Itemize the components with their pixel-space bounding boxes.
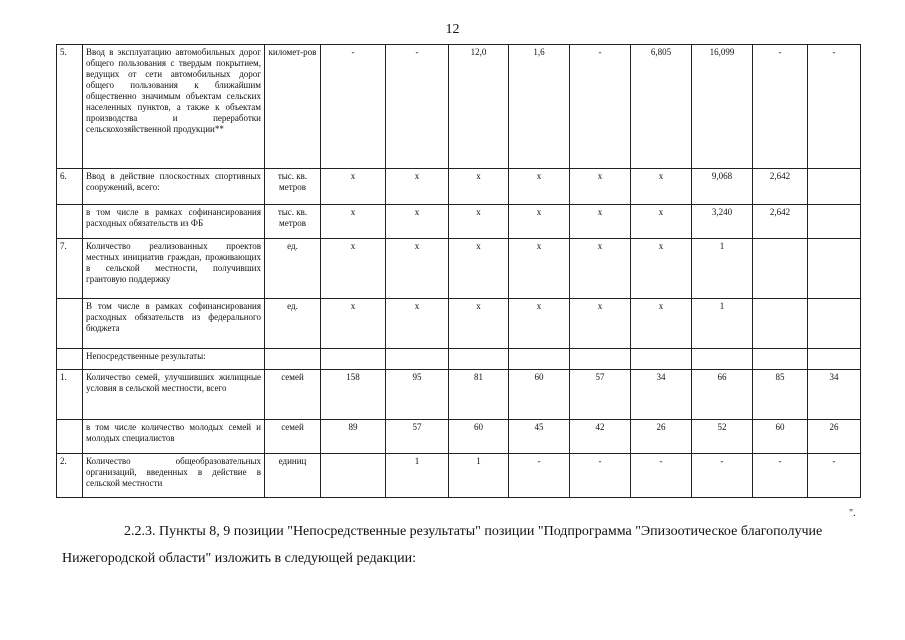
row-value: -	[386, 45, 449, 169]
row-value: 81	[449, 370, 509, 420]
row-value: x	[631, 239, 692, 299]
row-value: x	[321, 169, 386, 205]
row-value: 85	[753, 370, 808, 420]
row-unit: ед.	[265, 239, 321, 299]
row-value: -	[808, 454, 861, 498]
row-value: 2,642	[753, 205, 808, 239]
row-value: 158	[321, 370, 386, 420]
row-value: 60	[753, 420, 808, 454]
row-value: x	[570, 239, 631, 299]
row-value: x	[631, 299, 692, 349]
row-value: 57	[386, 420, 449, 454]
row-value: x	[509, 239, 570, 299]
row-value	[570, 349, 631, 370]
row-value: 1,6	[509, 45, 570, 169]
row-value	[321, 454, 386, 498]
row-value: x	[386, 169, 449, 205]
row-value: x	[509, 299, 570, 349]
row-value: x	[386, 299, 449, 349]
row-number	[57, 420, 83, 454]
table-row	[57, 169, 861, 205]
row-value: -	[509, 454, 570, 498]
amendment-paragraph	[62, 518, 862, 572]
row-value: x	[570, 299, 631, 349]
row-value: 1	[692, 299, 753, 349]
row-value: 3,240	[692, 205, 753, 239]
row-description: В том числе в рамках софинансирования расходных обязательств из федерального бюджета	[83, 299, 265, 349]
row-value: x	[449, 169, 509, 205]
row-value: 52	[692, 420, 753, 454]
table-row	[57, 299, 861, 349]
row-value: -	[753, 45, 808, 169]
row-description: в том числе количество молодых семей и молодых специалистов	[83, 420, 265, 454]
row-value: 60	[509, 370, 570, 420]
row-unit: ед.	[265, 299, 321, 349]
row-value: x	[386, 239, 449, 299]
row-unit: тыс. кв. метров	[265, 205, 321, 239]
row-value	[753, 239, 808, 299]
row-value: x	[570, 205, 631, 239]
row-number: 6.	[57, 169, 83, 205]
row-value	[321, 349, 386, 370]
row-value: 26	[808, 420, 861, 454]
table-row	[57, 205, 861, 239]
row-value	[808, 239, 861, 299]
row-number	[57, 205, 83, 239]
table-row	[57, 349, 861, 370]
row-value: -	[692, 454, 753, 498]
row-number	[57, 349, 83, 370]
row-value: 1	[692, 239, 753, 299]
row-unit: семей	[265, 420, 321, 454]
row-value: 1	[449, 454, 509, 498]
row-value: x	[631, 205, 692, 239]
row-value	[449, 349, 509, 370]
row-value: x	[321, 205, 386, 239]
row-number: 1.	[57, 370, 83, 420]
row-value: 6,805	[631, 45, 692, 169]
row-value: x	[321, 239, 386, 299]
table-row	[57, 239, 861, 299]
row-number: 2.	[57, 454, 83, 498]
row-value: 9,068	[692, 169, 753, 205]
row-value	[808, 299, 861, 349]
table-row	[57, 420, 861, 454]
closing-quote: ".	[849, 508, 856, 519]
row-value	[808, 349, 861, 370]
row-value: x	[321, 299, 386, 349]
row-unit: тыс. кв. метров	[265, 169, 321, 205]
row-value: 89	[321, 420, 386, 454]
row-value: 26	[631, 420, 692, 454]
row-value: x	[570, 169, 631, 205]
row-value: x	[631, 169, 692, 205]
table-row	[57, 45, 861, 169]
row-value: 57	[570, 370, 631, 420]
row-unit: километ-ров	[265, 45, 321, 169]
row-value	[509, 349, 570, 370]
row-value	[631, 349, 692, 370]
row-value: 60	[449, 420, 509, 454]
row-number: 7.	[57, 239, 83, 299]
row-unit: семей	[265, 370, 321, 420]
row-unit: единиц	[265, 454, 321, 498]
row-value: 34	[808, 370, 861, 420]
row-value	[753, 349, 808, 370]
row-value	[386, 349, 449, 370]
row-value: 66	[692, 370, 753, 420]
table-row	[57, 370, 861, 420]
row-description: Ввод в действие плоскостных спортивных сооружений, всего:	[83, 169, 265, 205]
row-value: -	[753, 454, 808, 498]
row-value: 1	[386, 454, 449, 498]
row-value: x	[509, 169, 570, 205]
row-value: -	[570, 45, 631, 169]
row-value: 42	[570, 420, 631, 454]
row-number	[57, 299, 83, 349]
row-description: Количество общеобразовательных организаций, введенных в действие в сельской местности	[83, 454, 265, 498]
row-value: -	[321, 45, 386, 169]
row-value	[808, 169, 861, 205]
row-description: Количество реализованных проектов местных инициатив граждан, проживающих в сельской местности, получивших грантовую поддержку	[83, 239, 265, 299]
row-value: 16,099	[692, 45, 753, 169]
amendment-text: 2.2.3. Пункты 8, 9 позиции "Непосредственные результаты" позиции "Подпрограмма "Эпизоотическое благополучие Нижегородской области" изложить в следующей редакции:	[62, 524, 823, 566]
row-value: 12,0	[449, 45, 509, 169]
row-value: x	[386, 205, 449, 239]
row-value: -	[570, 454, 631, 498]
row-description: Ввод в эксплуатацию автомобильных дорог общего пользования с твердым покрытием, ведущих от сети автомобильных дорог общего пользования к ближайшим общественно значимым объектам сельских населенных пунктов, а также к объектам производства и переработки сельскохозяйственной продукции**	[83, 45, 265, 169]
row-value	[753, 299, 808, 349]
row-description: Непосредственные результаты:	[83, 349, 265, 370]
table-row	[57, 454, 861, 498]
row-value: x	[449, 239, 509, 299]
row-value: -	[808, 45, 861, 169]
row-unit	[265, 349, 321, 370]
row-value: 45	[509, 420, 570, 454]
row-value	[808, 205, 861, 239]
row-number: 5.	[57, 45, 83, 169]
row-value	[692, 349, 753, 370]
row-value: 95	[386, 370, 449, 420]
row-value: 2,642	[753, 169, 808, 205]
indicators-table	[56, 44, 861, 498]
row-value: x	[449, 299, 509, 349]
row-value: x	[449, 205, 509, 239]
page-number: 12	[445, 22, 460, 37]
row-value: 34	[631, 370, 692, 420]
row-description: в том числе в рамках софинансирования расходных обязательств из ФБ	[83, 205, 265, 239]
row-value: x	[509, 205, 570, 239]
row-value: -	[631, 454, 692, 498]
row-description: Количество семей, улучшивших жилищные условия в сельской местности, всего	[83, 370, 265, 420]
